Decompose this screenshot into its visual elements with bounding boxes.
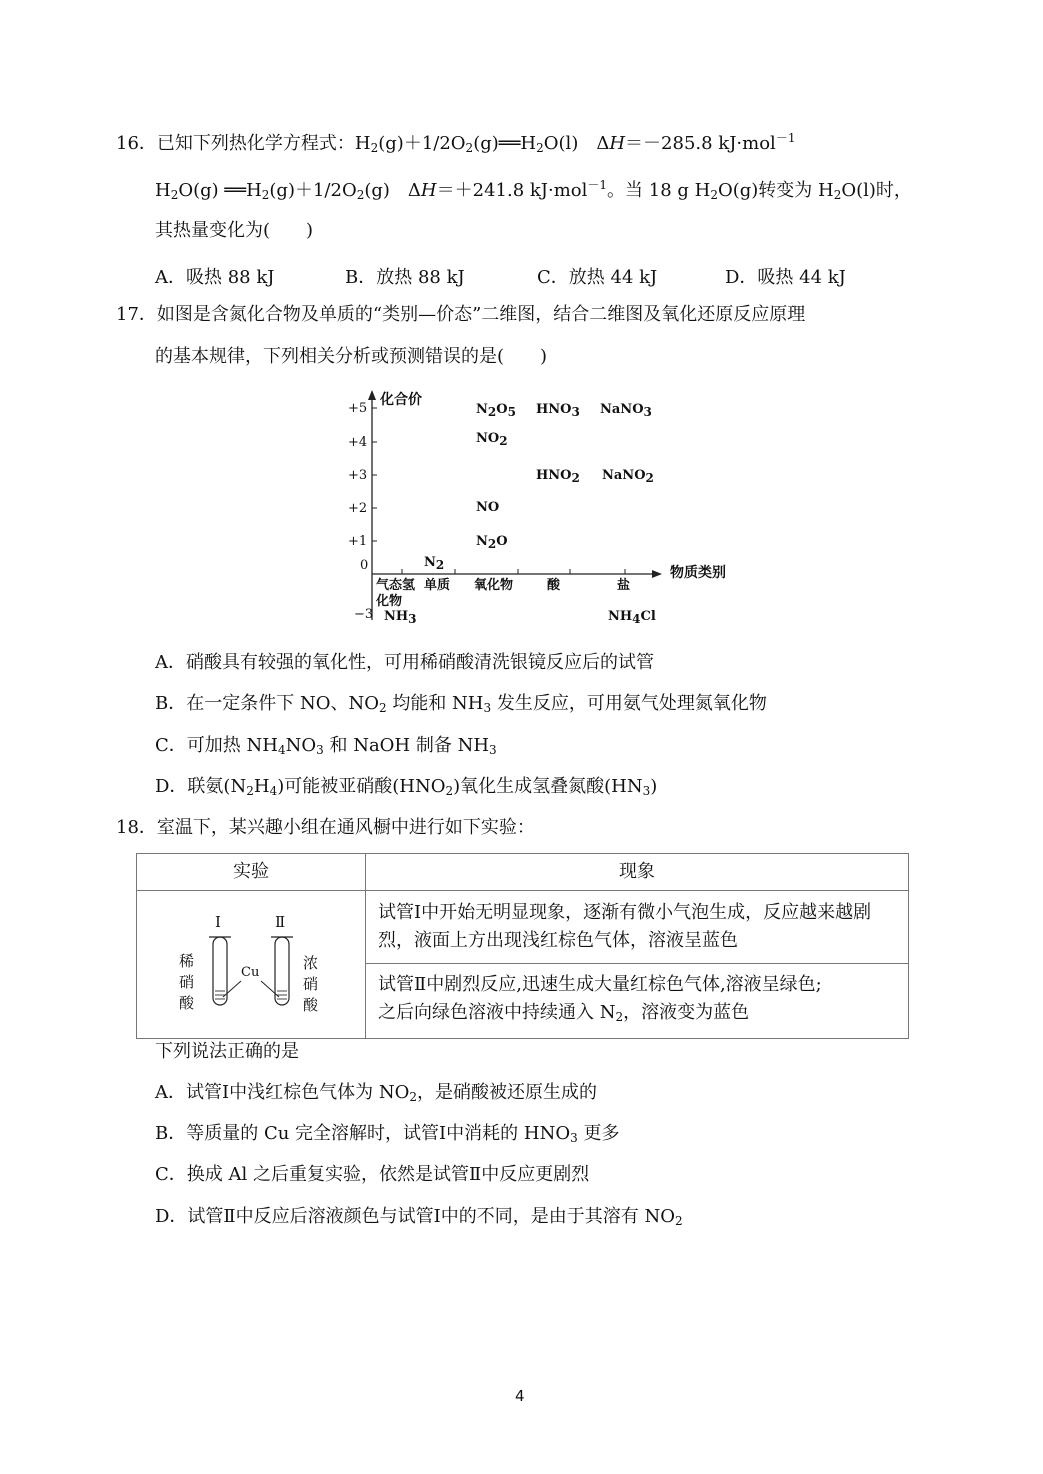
q16-option-d: D．吸热 44 kJ [725,267,846,288]
tube-ii-label: Ⅱ [275,913,286,931]
concentrated-nitric-acid-label: 浓硝酸 [303,954,319,1014]
q18-option-d: D．试管Ⅱ中反应后溶液颜色与试管Ⅰ中的不同，是由于其溶有 $NO_2$ [155,1206,683,1228]
y-tick-zero: 0 [360,558,369,573]
category-gaseous-hydride: 气态氢 化物 [376,578,416,609]
species-hno3: $HNO_3$ [536,402,580,419]
table-header-experiment: 实验 [137,854,366,891]
page-number: 4 [515,1387,525,1405]
phenomenon-tube-i: 试管Ⅰ中开始无明显现象，逐渐有微小气泡生成，反应越来越剧烈，液面上方出现浅红棕色气体，溶液呈蓝色 [366,891,909,964]
species-nano2: NaNO$_2$ [602,468,654,485]
q16-option-b: B．放热 88 kJ [345,267,465,288]
q16-option-a: A．吸热 88 kJ [155,267,275,288]
species-nh4cl: $NH_4Cl$ [608,609,656,626]
q18-option-a: A．试管Ⅰ中浅红棕色气体为 $NO_2$，是硝酸被还原生成的 [155,1082,597,1104]
valence-category-diagram [340,388,750,628]
q16-option-c: C．放热 44 kJ [537,267,658,288]
table-header-phenomenon: 现象 [366,854,909,891]
species-no2: $NO_2$ [476,431,508,448]
test-tubes-figure [137,891,365,1037]
species-n2o: $N_2O$ [476,534,508,551]
experiment-figure-cell [137,891,366,1039]
phenomenon-tube-ii: 试管Ⅱ中剧烈反应,迅速生成大量红棕色气体,溶液呈绿色; 之后向绿色溶液中持续通入 $N_2$，溶液变为蓝色 [366,964,909,1039]
y-axis-label: 化合价 [380,392,422,408]
q18-prompt: 下列说法正确的是 [155,1041,299,1062]
species-hno2: $HNO_2$ [536,468,580,485]
category-element: 单质 [424,578,451,593]
species-nano3: NaNO$_3$ [600,402,652,419]
q16-line1: 16．已知下列热化学方程式：$H_2(g)+1/2O_2(g)══H_2O(l)$ ΔH＝－285.8 kJ·mol$^{-1}$ [116,131,796,155]
species-nh3: $NH_3$ [384,609,417,626]
q17-line1: 17．如图是含氮化合物及单质的“类别—价态”二维图，结合二维图及氧化还原反应原理 [116,304,806,325]
q16-line2: $H_2O(g)$ $══H_2(g)+1/2O_2(g)$ ΔH＝＋241.8 kJ·mol$^{-1}$。当 18 g $H_2O(g)$转变为 $H_2O(l)$时， [155,178,912,202]
q18-option-b: B．等质量的 Cu 完全溶解时，试管Ⅰ中消耗的 $HNO_3$ 更多 [155,1123,620,1145]
experiment-table [136,853,909,1039]
q16-line3: 其热量变化为( ) [155,220,314,241]
q17-option-d: D．联氨$(N_2H_4)$可能被亚硝酸$(HNO_2)$氧化生成氢叠氮酸$(HN_3)$ [155,776,658,798]
y-tick-plus2: +2 [348,501,368,516]
q17-option-a: A．硝酸具有较强的氧化性，可用稀硝酸清洗银镜反应后的试管 [155,652,654,673]
tube-i-label: Ⅰ [215,913,221,931]
q17-line2: 的基本规律，下列相关分析或预测错误的是( ) [155,346,548,367]
q17-option-b: B．在一定条件下 NO、$NO_2$ 均能和 $NH_3$ 发生反应，可用氨气处理氮氧化物 [155,693,767,715]
y-tick-plus1: +1 [348,534,368,549]
dilute-nitric-acid-label: 稀硝酸 [179,952,195,1012]
species-n2o5: $N_2O_5$ [476,402,516,419]
q18-option-c: C．换成 Al 之后重复实验，依然是试管Ⅱ中反应更剧烈 [155,1164,590,1185]
category-oxide: 氧化物 [474,578,514,593]
x-axis-label: 物质类别 [670,565,726,581]
y-tick-plus3: +3 [348,468,368,483]
category-acid: 酸 [547,578,561,593]
y-tick-plus5: +5 [348,401,368,416]
category-salt: 盐 [617,578,631,593]
q17-option-c: C．可加热 $NH_4NO_3$ 和 NaOH 制备 $NH_3$ [155,735,497,757]
species-no: NO [476,500,500,515]
y-tick-minus3: −3 [354,607,374,622]
y-tick-plus4: +4 [348,435,368,450]
copper-label: Cu [241,965,260,980]
q18-line1: 18．室温下，某兴趣小组在通风橱中进行如下实验： [116,817,535,838]
species-n2: $N_2$ [424,555,445,572]
